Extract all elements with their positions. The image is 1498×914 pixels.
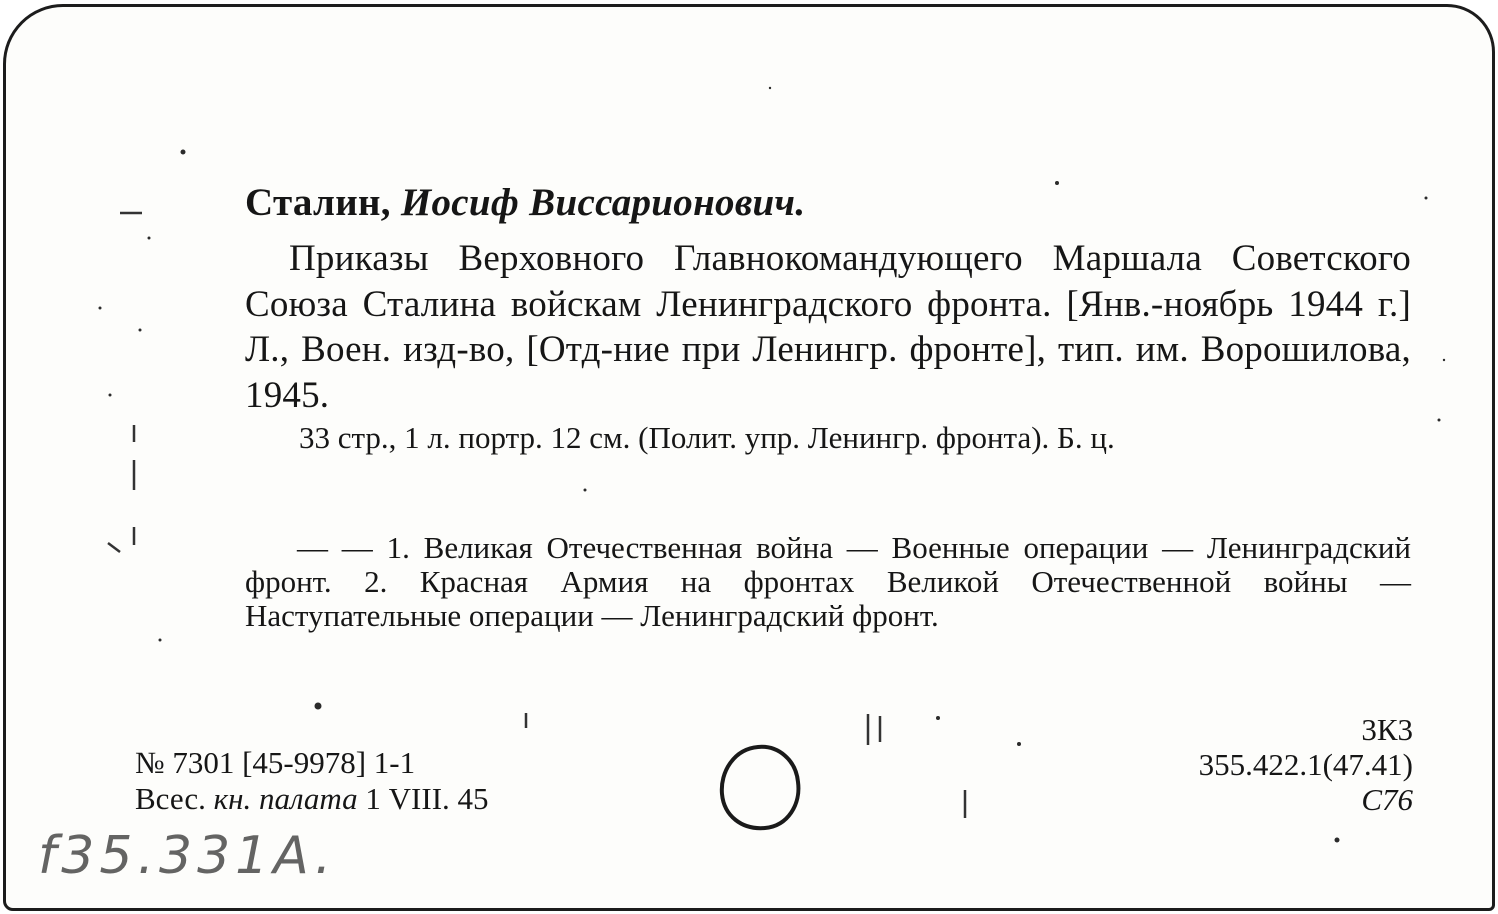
- author-mark: С76: [1361, 782, 1413, 817]
- handwritten-shelfmark: f35.331A.: [38, 826, 337, 886]
- class-code: 3К3: [1361, 712, 1413, 747]
- chamber-date: 1 VIII. 45: [365, 781, 489, 816]
- chamber-name: кн. палата: [213, 781, 358, 816]
- book-chamber-line: [135, 781, 489, 817]
- author-heading: [245, 180, 805, 225]
- title-description: Приказы Верховного Главнокомандующего Маршала Советского Союза Сталина войскам Ленинградского фронта. [Янв.-ноябрь 1944 г.] Л., Воен. изд-во, [Отд-ние при Ленингр. фронте], тип. им. Ворошилова, 1945.: [245, 238, 1411, 416]
- collation: 33 стр., 1 л. портр. 12 см. (Полит. упр. Ленингр. фронта). Б. ц.: [299, 420, 1115, 455]
- subject-headings: — — 1. Великая Отечественная война — Военные операции — Ленинградский фронт. 2. Красная Армия на фронтах Великой Отечественной войны — Наступательные операции — Ленинградский фронт.: [245, 530, 1411, 633]
- card-number: № 7301 [45-9978] 1-1: [135, 745, 416, 780]
- chamber-prefix: Всес.: [135, 781, 206, 816]
- author-given-names: Иосиф Виссарионович.: [400, 181, 806, 224]
- classification-block: [1199, 712, 1413, 817]
- udc-code: 355.422.1(47.41): [1198, 747, 1413, 782]
- punched-hole: [718, 742, 804, 834]
- author-surname: Сталин,: [245, 181, 391, 224]
